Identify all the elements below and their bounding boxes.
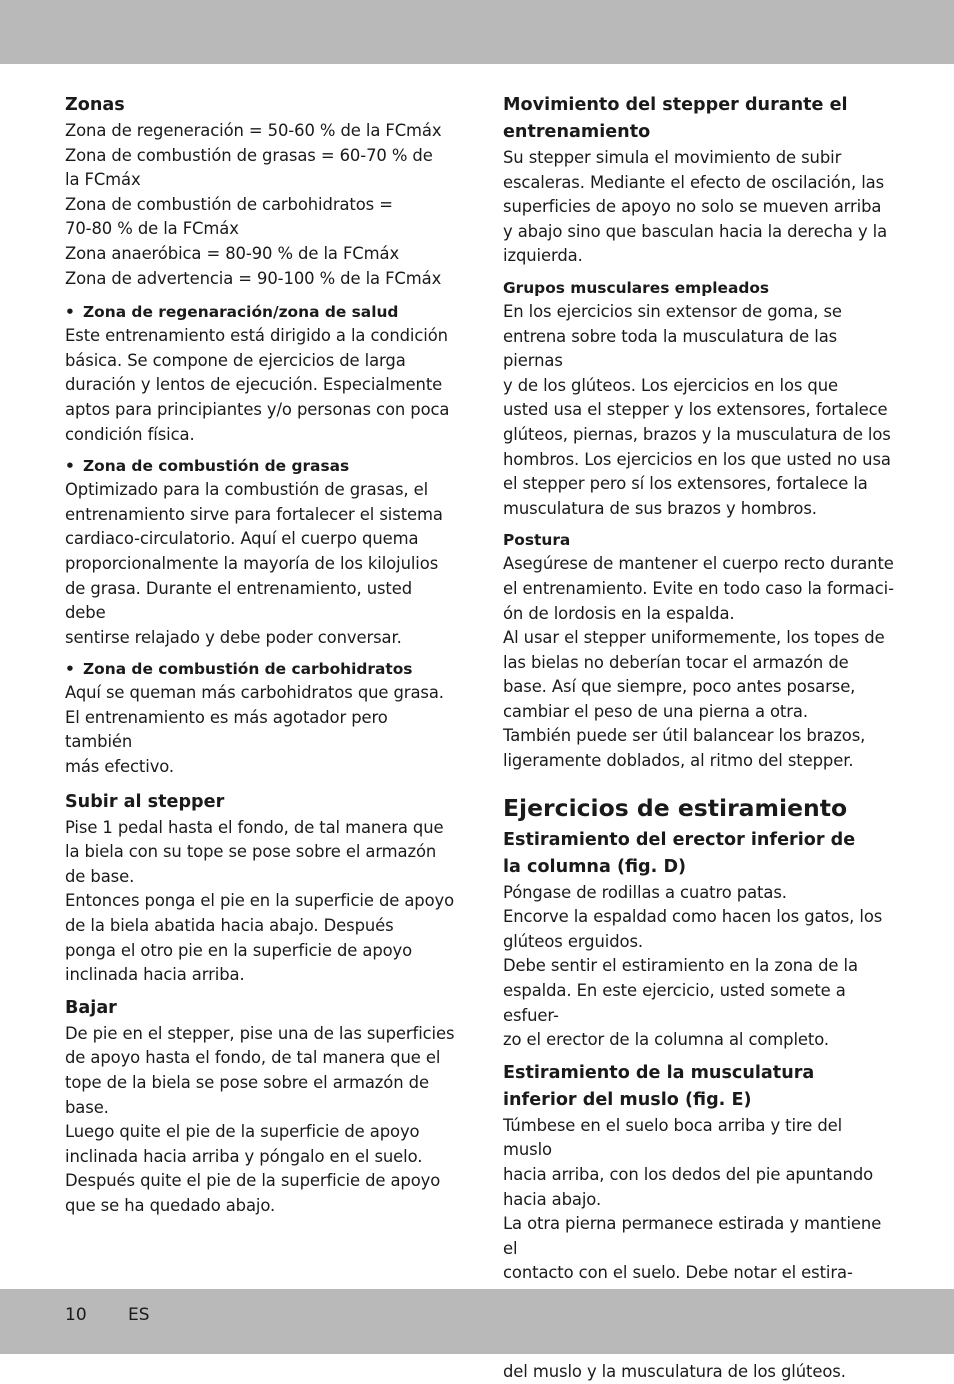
paragraph-line: de grasa. Durante el entrenamiento, usted debe	[65, 578, 413, 623]
paragraph-line: glúteos, piernas, brazos y la musculatura de los	[503, 424, 891, 444]
paragraph-line: Aquí se queman más carbohidratos que grasa.	[65, 683, 444, 703]
paragraph-line: La otra pierna permanece estirada y mantiene el	[503, 1214, 882, 1258]
paragraph-line: Encorve la espaldad como hacen los gatos, los	[503, 907, 883, 927]
paragraph-line: espalda. En este ejercicio, usted somete a esfuer-	[503, 981, 846, 1025]
paragraph-line: También puede ser útil balancear los brazos,	[503, 726, 866, 746]
zonas-line: Zona anaeróbica = 80-90 % de la FCmáx	[65, 243, 400, 263]
paragraph-line: Póngase de rodillas a cuatro patas.	[503, 882, 787, 902]
paragraph-line: base.	[65, 1097, 109, 1117]
paragraph-line: de apoyo hasta el fondo, de tal manera que el	[65, 1048, 441, 1068]
paragraph-line: contacto con el suelo. Debe notar el estira-	[503, 1263, 853, 1283]
paragraph-line: hacia abajo.	[503, 1189, 602, 1209]
bullet-dot: •	[65, 457, 75, 476]
paragraph-line: hacia arriba, con los dedos del pie apuntando	[503, 1165, 874, 1184]
paragraph-line: De pie en el stepper, pise una de las superficies	[65, 1023, 455, 1043]
subir-heading: Subir al stepper	[65, 791, 225, 812]
paragraph-line: cambiar el peso de una pierna a otra.	[503, 701, 808, 721]
paragraph-line: base. Así que siempre, poco antes posarse,	[503, 677, 856, 697]
paragraph-line: ligeramente doblados, al ritmo del stepper.	[503, 751, 854, 771]
paragraph-line: usted usa el stepper y los extensores, fortalece	[503, 400, 888, 420]
grupos-heading: Grupos musculares empleados	[503, 278, 770, 297]
movimiento-heading-line: entrenamiento	[503, 122, 651, 142]
paragraph-line: musculatura de sus brazos y hombros.	[503, 498, 817, 518]
muslo-heading-line: Estiramiento de la musculatura	[503, 1062, 815, 1083]
paragraph-line: Entonces ponga el pie en la superficie de apoyo	[65, 891, 455, 911]
paragraph-line: el stepper pero sí los extensores, fortalece la	[503, 474, 868, 494]
paragraph-line: izquierda.	[503, 246, 583, 266]
left-column	[65, 92, 457, 1219]
zonas-line: Zona de regeneración = 50-60 % de la FCmáx	[65, 121, 442, 140]
paragraph-line: Asegúrese de mantener el cuerpo recto durante	[503, 554, 894, 574]
paragraph-line: El entrenamiento es más agotador pero también	[65, 707, 388, 752]
bullet-heading-carbohidratos: • Zona de combustión de carbohidratos	[65, 657, 457, 681]
paragraph-line: cardiaco-circulatorio. Aquí el cuerpo quema	[65, 529, 419, 549]
paragraph-line: de la biela abatida hacia abajo. Después	[65, 916, 394, 936]
language-code: ES	[128, 1305, 150, 1325]
muslo-heading-line: inferior del muslo (fig. E)	[503, 1089, 752, 1110]
paragraph-line: En los ejercicios sin extensor de goma, se	[503, 301, 842, 321]
paragraph-line: la biela con su tope se pose sobre el armazón	[65, 842, 437, 862]
paragraph-line: Su stepper simula el movimiento de subir	[503, 148, 842, 167]
postura-heading: Postura	[503, 531, 571, 550]
erector-heading-line: la columna (fig. D)	[503, 856, 687, 877]
bullet-dot: •	[65, 303, 75, 322]
movimiento-heading-line: Movimiento del stepper durante el	[503, 95, 848, 115]
paragraph-line: el entrenamiento. Evite en todo caso la formaci-	[503, 578, 894, 598]
bullet-heading-grasas: • Zona de combustión de grasas	[65, 454, 457, 478]
paragraph-line: Túmbese en el suelo boca arriba y tire del muslo	[503, 1115, 843, 1160]
paragraph-line: entrena sobre toda la musculatura de las piernas	[503, 326, 838, 371]
paragraph-line: zo el erector de la columna al completo.	[503, 1030, 829, 1050]
bullet-heading-regeneracion: • Zona de regenaración/zona de salud	[65, 300, 457, 324]
ejercicios-heading: Ejercicios de estiramiento	[503, 793, 848, 822]
paragraph-line: y de los glúteos. Los ejercicios en los que	[503, 375, 839, 395]
zonas-heading: Zonas	[65, 95, 125, 115]
bullet-dot: •	[65, 660, 75, 679]
paragraph-line: del muslo y la musculatura de los glúteos.	[503, 1361, 846, 1381]
paragraph-line: proporcionalmente la mayoría de los kilojulios	[65, 553, 439, 573]
zonas-line: 70-80 % de la FCmáx	[65, 219, 239, 239]
paragraph-line: condición física.	[65, 424, 195, 444]
paragraph-line: Pise 1 pedal hasta el fondo, de tal manera que	[65, 817, 444, 837]
paragraph-line: entrenamiento sirve para fortalecer el sistema	[65, 504, 443, 524]
erector-heading-line: Estiramiento del erector inferior de	[503, 829, 856, 850]
page-number: 10	[65, 1305, 87, 1325]
paragraph-line: tope de la biela se pose sobre el armazón de	[65, 1073, 429, 1092]
paragraph-line: de base.	[65, 866, 135, 886]
paragraph-line: más efectivo.	[65, 757, 175, 777]
zonas-line: Zona de advertencia = 90-100 % de la FCmáx	[65, 268, 442, 288]
zonas-line: Zona de combustión de carbohidratos =	[65, 194, 393, 214]
paragraph-line: inclinada hacia arriba.	[65, 965, 245, 985]
right-column	[503, 92, 895, 1384]
paragraph-line: duración y lentos de ejecución. Especialmente	[65, 375, 443, 395]
header-band	[0, 0, 954, 64]
paragraph-line: básica. Se compone de ejercicios de larga	[65, 350, 406, 370]
paragraph-line: Luego quite el pie de la superficie de apoyo	[65, 1122, 420, 1142]
paragraph-line: hombros. Los ejercicios en los que usted no usa	[503, 449, 891, 469]
zonas-line: Zona de combustión de grasas = 60-70 % de	[65, 145, 433, 165]
bajar-heading: Bajar	[65, 997, 117, 1018]
paragraph-line: glúteos erguidos.	[503, 931, 643, 951]
paragraph-line: inclinada hacia arriba y póngalo en el suelo.	[65, 1146, 423, 1166]
paragraph-line: sentirse relajado y debe poder conversar.	[65, 627, 402, 647]
paragraph-line: aptos para principiantes y/o personas con poca	[65, 399, 450, 419]
paragraph-line: Después quite el pie de la superficie de apoyo	[65, 1171, 441, 1191]
paragraph-line: que se ha quedado abajo.	[65, 1195, 276, 1215]
paragraph-line: superficies de apoyo no solo se mueven arriba	[503, 197, 882, 217]
paragraph-line: las bielas no deberían tocar el armazón de	[503, 652, 849, 672]
paragraph-line: ón de lordosis en la espalda.	[503, 603, 735, 623]
paragraph-line: Este entrenamiento está dirigido a la condición	[65, 326, 448, 346]
paragraph-line: Optimizado para la combustión de grasas, el	[65, 480, 429, 500]
paragraph-line: ponga el otro pie en la superficie de apoyo	[65, 940, 413, 960]
paragraph-line: Al usar el stepper uniformemente, los topes de	[503, 628, 885, 648]
paragraph-line: Debe sentir el estiramiento en la zona de la	[503, 956, 858, 976]
paragraph-line: y abajo sino que basculan hacia la derecha y la	[503, 221, 888, 241]
paragraph-line: escaleras. Mediante el efecto de oscilación, las	[503, 172, 885, 192]
zonas-line: la FCmáx	[65, 170, 141, 190]
